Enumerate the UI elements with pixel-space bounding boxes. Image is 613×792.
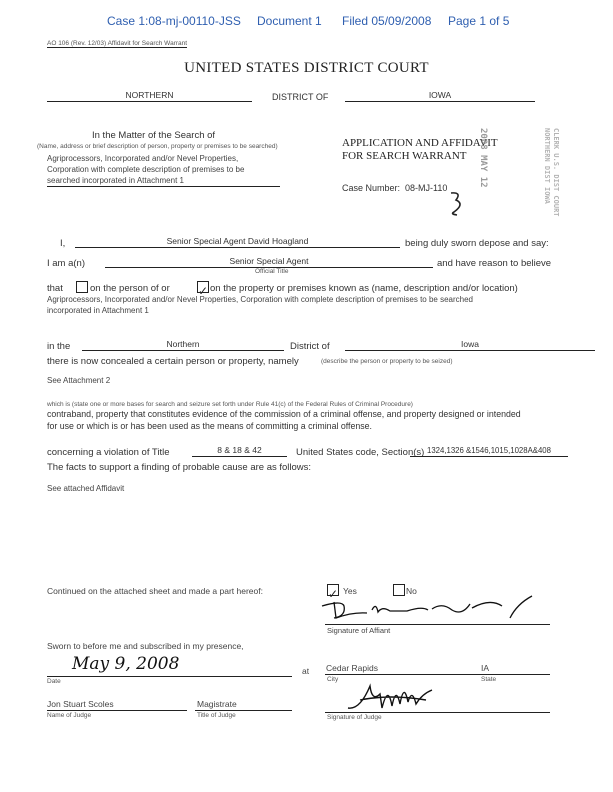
code-label: United States code, Section(s) [296, 447, 425, 458]
matter-underline [47, 186, 280, 187]
affiant-prefix: I, [60, 238, 66, 249]
city-state-line [325, 674, 550, 675]
state-value: IA [481, 663, 490, 673]
judge-signature [340, 680, 450, 714]
document-number-header: Document 1 [257, 14, 322, 28]
matter-description-line: searched incorporated in Attachment 1 [47, 176, 184, 185]
official-title-caption: Official Title [255, 268, 289, 275]
case-number-header: Case 1:08-mj-00110-JSS [107, 14, 241, 28]
iam-label: I am a(n) [47, 258, 86, 269]
violation-titles: 8 & 18 & 42 [192, 445, 287, 457]
filing-header [0, 14, 613, 30]
initials-mark [448, 190, 466, 216]
matter-heading: In the Matter of the Search of [92, 130, 216, 141]
district-name: Northern [82, 339, 284, 351]
sworn-date: May 9, 2008 [72, 654, 180, 674]
grounds-line2: for use or which is or has been used as the means of committing a criminal offense. [47, 420, 372, 431]
continued-label: Continued on the attached sheet and made a part hereof: [47, 586, 263, 596]
case-number-label: Case Number: [342, 183, 401, 193]
facts-label: The facts to support a finding of probable cause are as follows: [47, 462, 312, 473]
person-option-label: on the person of or [90, 283, 170, 294]
affiant-signature-caption: Signature of Affiant [327, 626, 391, 635]
yes-label: Yes [343, 586, 357, 596]
district-state: IOWA [345, 90, 535, 102]
concealed-value: See Attachment 2 [47, 376, 111, 385]
judge-title-caption: Title of Judge [197, 712, 236, 719]
sworn-text: being duly sworn depose and say: [405, 238, 549, 249]
form-id: AO 106 (Rev. 12/03) Affidavit for Search Warrant [47, 40, 188, 47]
grounds-text [47, 409, 521, 432]
district-label: DISTRICT OF [272, 92, 329, 102]
stamp-date: 2008 MAY 12 [478, 128, 488, 188]
judge-name: Jon Stuart Scoles [47, 699, 114, 709]
property-option-label: on the property or premises known as (name, description and/or location) [210, 283, 518, 294]
date-caption: Date [47, 678, 61, 685]
state-caption: State [481, 676, 497, 683]
application-title-line1: APPLICATION AND AFFIDAVIT [342, 137, 498, 149]
stamp-district: NORTHERN DIST IOWA [543, 128, 551, 204]
in-the-label: in the [47, 341, 71, 352]
that-label: that [47, 283, 63, 294]
page-number-header: Page 1 of 5 [448, 14, 510, 28]
sworn-label: Sworn to before me and subscribed in my presence, [47, 641, 244, 651]
affiant-signature-line [325, 624, 550, 625]
application-title [342, 137, 498, 163]
location-description [47, 294, 473, 316]
property-checkbox[interactable] [197, 281, 209, 298]
matter-description-line: Agriprocessors, Incorporated and/or Nevel Properties, [47, 154, 239, 163]
court-title: UNITED STATES DISTRICT COURT [184, 60, 429, 76]
judge-name-caption: Name of Judge [47, 712, 92, 719]
application-title-line2: FOR SEARCH WARRANT [342, 150, 467, 162]
judge-title-line [195, 710, 292, 711]
case-number-value: 08-MJ-110 [405, 183, 448, 193]
concealed-instruction: (describe the person or property to be seized) [321, 358, 453, 365]
affiant-name: Senior Special Agent David Hoagland [75, 236, 400, 248]
district-value: NORTHERN [47, 90, 252, 102]
city-caption: City [327, 676, 339, 683]
date-line [47, 676, 292, 677]
violation-sections: 1324,1326 &1546,1015,1028A&408 [410, 445, 568, 457]
city-value: Cedar Rapids [326, 663, 378, 673]
grounds-line1: contraband, property that constitutes evidence of the commission of a criminal offense, and property designed or intended [47, 409, 521, 419]
grounds-instruction: which is (state one or more bases for search and seizure set forth under Rule 41(c) of the Federal Rules of Criminal Procedure) [47, 401, 413, 408]
facts-value: See attached Affidavit [47, 484, 125, 493]
clerk-stamp [542, 128, 560, 217]
checkmark-icon: ✓ [198, 284, 209, 298]
checkmark-icon: ✓ [328, 587, 339, 601]
location-description-line: incorporated in Attachment 1 [47, 306, 149, 315]
filed-date-header: Filed 05/09/2008 [342, 14, 432, 28]
district-state-value: Iowa [345, 339, 595, 351]
district-of-label: District of [290, 341, 330, 352]
violation-label: concerning a violation of Title [47, 447, 170, 458]
at-label: at [302, 666, 310, 676]
no-label: No [406, 586, 417, 596]
received-stamp [477, 128, 488, 188]
judge-name-line [47, 710, 187, 711]
affiant-signature [312, 592, 542, 624]
judge-title: Magistrate [197, 699, 237, 709]
matter-description [47, 153, 244, 186]
matter-description-line: Corporation with complete description of premises to be [47, 165, 245, 174]
location-description-line: Agriprocessors, Incorporated and/or Nevel Properties, Corporation with complete description of premises to be searched [47, 295, 473, 304]
person-checkbox[interactable] [76, 281, 88, 293]
reason-text: and have reason to believe [437, 258, 552, 269]
judge-signature-caption: Signature of Judge [327, 714, 382, 721]
stamp-clerk: CLERK U.S. DIST COURT [552, 128, 560, 217]
affiant-title: Senior Special Agent [105, 256, 433, 268]
matter-instruction: (Name, address or brief description of person, property or premises to be searched) [37, 143, 278, 150]
judge-signature-line [325, 712, 550, 713]
concealed-text: there is now concealed a certain person or property, namely [47, 356, 299, 367]
